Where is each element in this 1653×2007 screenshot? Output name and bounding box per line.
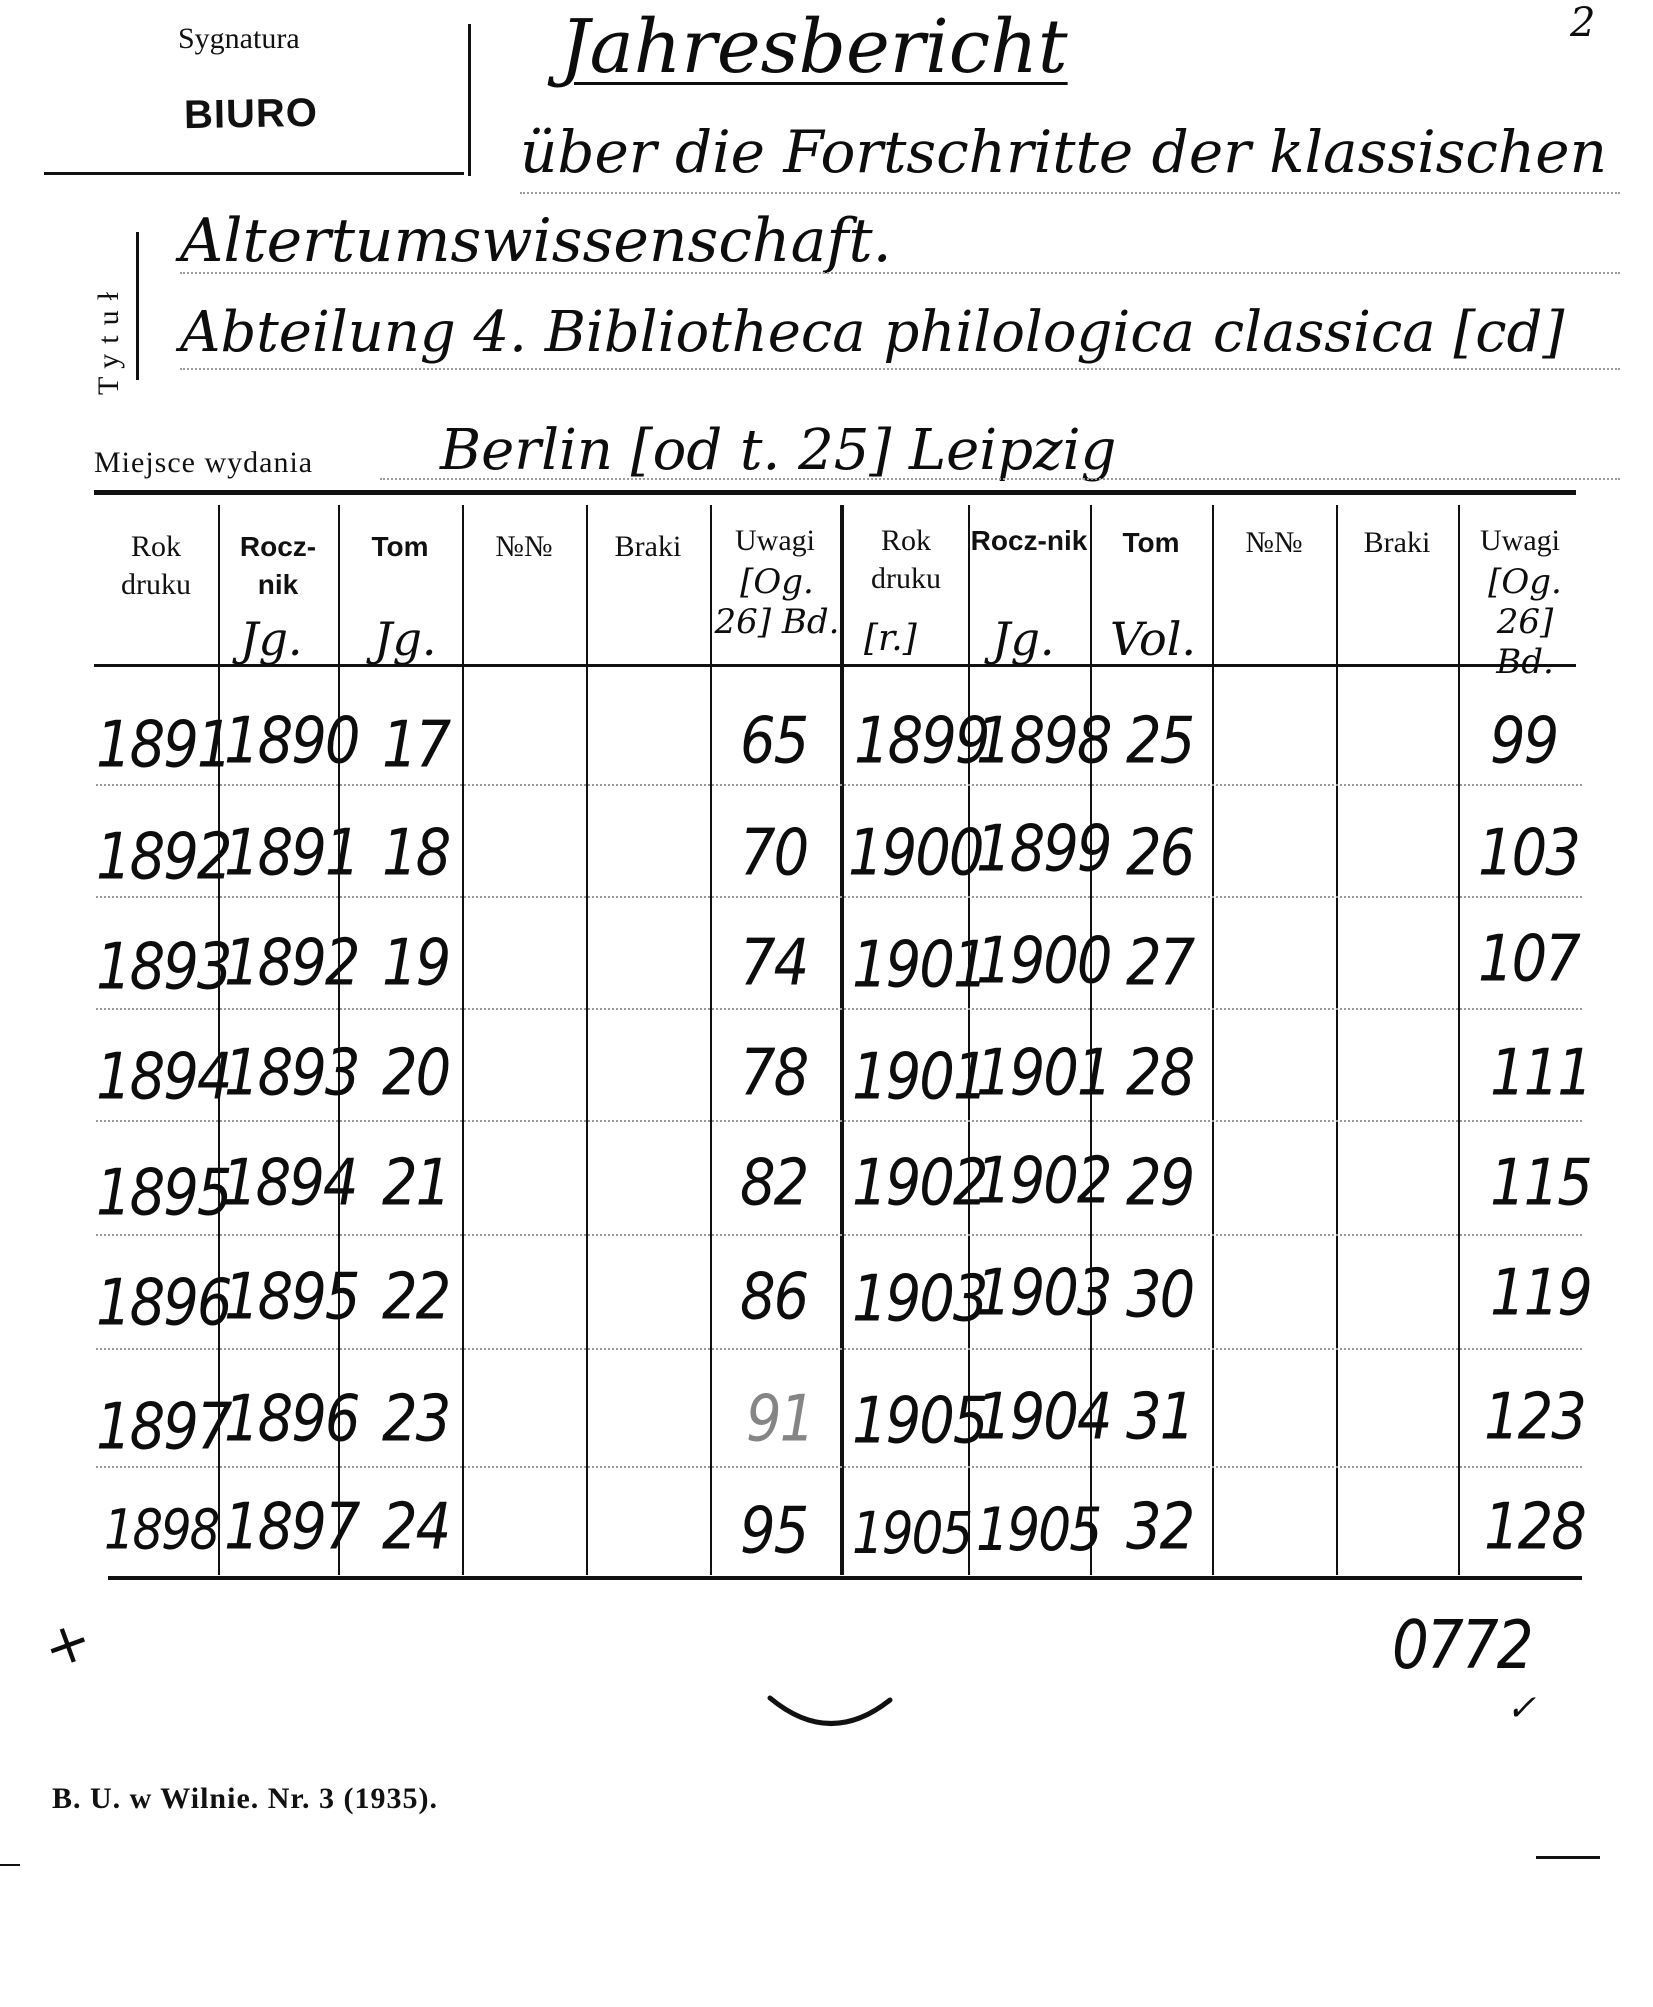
- cell-rok-2: 1905: [852, 1384, 987, 1459]
- cell-uwagi-2: 103: [1478, 816, 1579, 891]
- bottom-number: 0772: [1392, 1606, 1532, 1685]
- cell-rocznik: 1890: [224, 704, 359, 779]
- signature-box-right-rule: [468, 24, 471, 176]
- cell-uwagi-2: 99: [1490, 704, 1558, 779]
- cell-uwagi: 74: [740, 926, 808, 1001]
- cell-uwagi-2: 111: [1490, 1036, 1591, 1111]
- cell-tom: 23: [382, 1382, 450, 1457]
- cell-rocznik-2: 1899: [976, 812, 1111, 887]
- header-note-right-rocznik: Jg.: [992, 612, 1055, 666]
- cell-rocznik: 1895: [224, 1260, 359, 1335]
- signature-label: Sygnatura: [178, 22, 300, 55]
- row-dotted-rule: [96, 896, 1582, 898]
- cell-uwagi-2: 119: [1490, 1256, 1591, 1331]
- header-note-right-uwagi: [Og. 26] Bd.: [1488, 562, 1562, 682]
- edge-mark-right: [1536, 1856, 1600, 1859]
- cell-rocznik: 1896: [224, 1382, 359, 1457]
- cell-tom-2: 28: [1126, 1036, 1194, 1111]
- header-uwagi-2: Uwagi: [1480, 524, 1560, 557]
- cell-rok-2: 1902: [852, 1146, 987, 1221]
- cell-tom-2: 25: [1126, 704, 1194, 779]
- row-dotted-rule: [96, 1466, 1582, 1468]
- header-numbers: №№: [495, 530, 553, 563]
- cell-tom-2: 30: [1126, 1258, 1194, 1333]
- place-value: Berlin [od t. 25] Leipzig: [440, 418, 1117, 483]
- cell-uwagi: 91: [746, 1382, 814, 1457]
- cell-rok: 1898: [104, 1498, 219, 1563]
- col-sep-9: [1212, 505, 1214, 1575]
- title-side-label: Tytuł: [92, 282, 125, 395]
- cell-uwagi-2: 115: [1490, 1146, 1591, 1221]
- row-dotted-rule: [96, 1234, 1582, 1236]
- cell-rocznik: 1892: [224, 926, 359, 1001]
- cell-uwagi-2: 107: [1478, 922, 1579, 997]
- cell-rocznik-2: 1898: [976, 704, 1111, 779]
- cell-rocznik: 1891: [224, 816, 359, 891]
- cell-rok: 1891: [96, 708, 231, 783]
- cell-tom: 19: [382, 926, 450, 1001]
- cell-rok-2: 1903: [852, 1262, 987, 1337]
- cell-uwagi: 82: [740, 1146, 808, 1221]
- cell-tom-2: 26: [1126, 816, 1194, 891]
- row-dotted-rule: [96, 1348, 1582, 1350]
- header-rocznik-2: Rocz-nik: [970, 525, 1088, 556]
- header-numbers-2: №№: [1245, 526, 1303, 559]
- col-sep-4: [586, 505, 588, 1575]
- cell-rocznik-2: 1905: [976, 1496, 1101, 1565]
- signature-stamp: BIURO: [183, 90, 319, 138]
- cell-rocznik-2: 1900: [976, 924, 1111, 999]
- col-sep-middle: [840, 505, 844, 1575]
- cell-uwagi: 65: [740, 704, 808, 779]
- cell-uwagi-2: 128: [1484, 1490, 1585, 1565]
- header-tom: Tom: [371, 531, 429, 562]
- col-sep-11: [1458, 505, 1460, 1575]
- cell-tom-2: 31: [1126, 1380, 1194, 1455]
- cell-tom: 18: [382, 816, 450, 891]
- header-note-left-uwagi: [Og. 26] Bd.: [714, 562, 840, 642]
- footer-imprint: B. U. w Wilnie. Nr. 3 (1935).: [52, 1782, 438, 1815]
- signature-box-bottom-rule: [44, 172, 464, 175]
- title-bracket: [136, 232, 139, 380]
- cell-rok-2: 1899: [854, 704, 989, 779]
- cell-rocznik: 1894: [222, 1146, 357, 1221]
- corner-mark: 2: [1570, 0, 1596, 46]
- header-note-left-rocznik: Jg.: [240, 612, 303, 666]
- bottom-mark-left: +: [34, 1605, 101, 1684]
- cell-rocznik-2: 1904: [976, 1380, 1111, 1455]
- title-line-3: Altertumswissenschaft.: [180, 206, 892, 276]
- cell-tom: 17: [382, 708, 450, 783]
- col-sep-10: [1336, 505, 1338, 1575]
- cell-rok: 1893: [96, 930, 231, 1005]
- cell-uwagi: 70: [740, 816, 808, 891]
- title-dotted-rule-1: [520, 192, 1620, 194]
- header-uwagi: Uwagi: [735, 524, 815, 557]
- cell-rok-2: 1905: [852, 1500, 972, 1567]
- cell-uwagi: 86: [740, 1260, 808, 1335]
- cell-rocznik: 1897: [224, 1490, 359, 1565]
- cell-tom-2: 32: [1126, 1490, 1194, 1565]
- header-note-left-tom: Jg.: [374, 612, 437, 666]
- title-line-4: Abteilung 4. Bibliotheca philologica classica [cd]: [180, 300, 1565, 365]
- cell-tom: 21: [382, 1146, 450, 1221]
- place-dotted-rule: [380, 478, 1620, 480]
- cell-uwagi-2: 123: [1484, 1380, 1585, 1455]
- pencil-arc-mark: [760, 1688, 900, 1738]
- col-sep-3: [462, 505, 464, 1575]
- place-label: Miejsce wydania: [94, 446, 314, 479]
- cell-rok: 1895: [96, 1156, 231, 1231]
- col-sep-5: [710, 505, 712, 1575]
- cell-rok: 1894: [96, 1040, 231, 1115]
- cell-tom-2: 27: [1126, 926, 1194, 1001]
- cell-uwagi: 95: [740, 1494, 808, 1569]
- header-rok-druku: Rok druku: [121, 530, 191, 601]
- cell-tom-2: 29: [1126, 1146, 1194, 1221]
- title-line-1: Jahresbericht: [560, 4, 1068, 90]
- cell-rok: 1897: [96, 1390, 231, 1465]
- table-top-rule: [94, 490, 1576, 495]
- cell-tom: 22: [382, 1260, 450, 1335]
- header-braki-2: Braki: [1363, 526, 1431, 559]
- cell-rok-2: 1901: [852, 1040, 987, 1115]
- table-bottom-rule: [108, 1576, 1582, 1580]
- cell-rok: 1896: [96, 1266, 231, 1341]
- header-note-right-tom: Vol.: [1110, 612, 1197, 666]
- header-note-right-rok: [r.]: [864, 618, 917, 659]
- cell-rok: 1892: [96, 820, 231, 895]
- cell-rocznik-2: 1902: [976, 1144, 1111, 1219]
- edge-mark-left: [0, 1864, 20, 1866]
- title-dotted-rule-2: [180, 272, 1620, 274]
- bottom-mark-right: ✓: [1506, 1688, 1537, 1729]
- cell-rok-2: 1900: [848, 816, 983, 891]
- cell-tom: 20: [382, 1036, 450, 1111]
- cell-rocznik-2: 1901: [976, 1036, 1111, 1111]
- header-rok-druku-2: Rok druku: [871, 524, 941, 595]
- cell-tom: 24: [382, 1490, 450, 1565]
- title-line-2: über die Fortschritte der klassischen: [520, 118, 1607, 186]
- row-dotted-rule: [96, 1120, 1582, 1122]
- cell-rocznik: 1893: [224, 1036, 359, 1111]
- cell-rocznik-2: 1903: [976, 1256, 1111, 1331]
- title-dotted-rule-3: [180, 368, 1620, 370]
- row-dotted-rule: [96, 1008, 1582, 1010]
- header-tom-2: Tom: [1122, 527, 1180, 558]
- cell-rok-2: 1901: [852, 928, 987, 1003]
- header-braki: Braki: [614, 530, 682, 563]
- header-rocznik: Rocz-nik: [239, 531, 317, 600]
- cell-uwagi: 78: [740, 1036, 808, 1111]
- row-dotted-rule: [96, 784, 1582, 786]
- table-header-rule: [94, 664, 1576, 667]
